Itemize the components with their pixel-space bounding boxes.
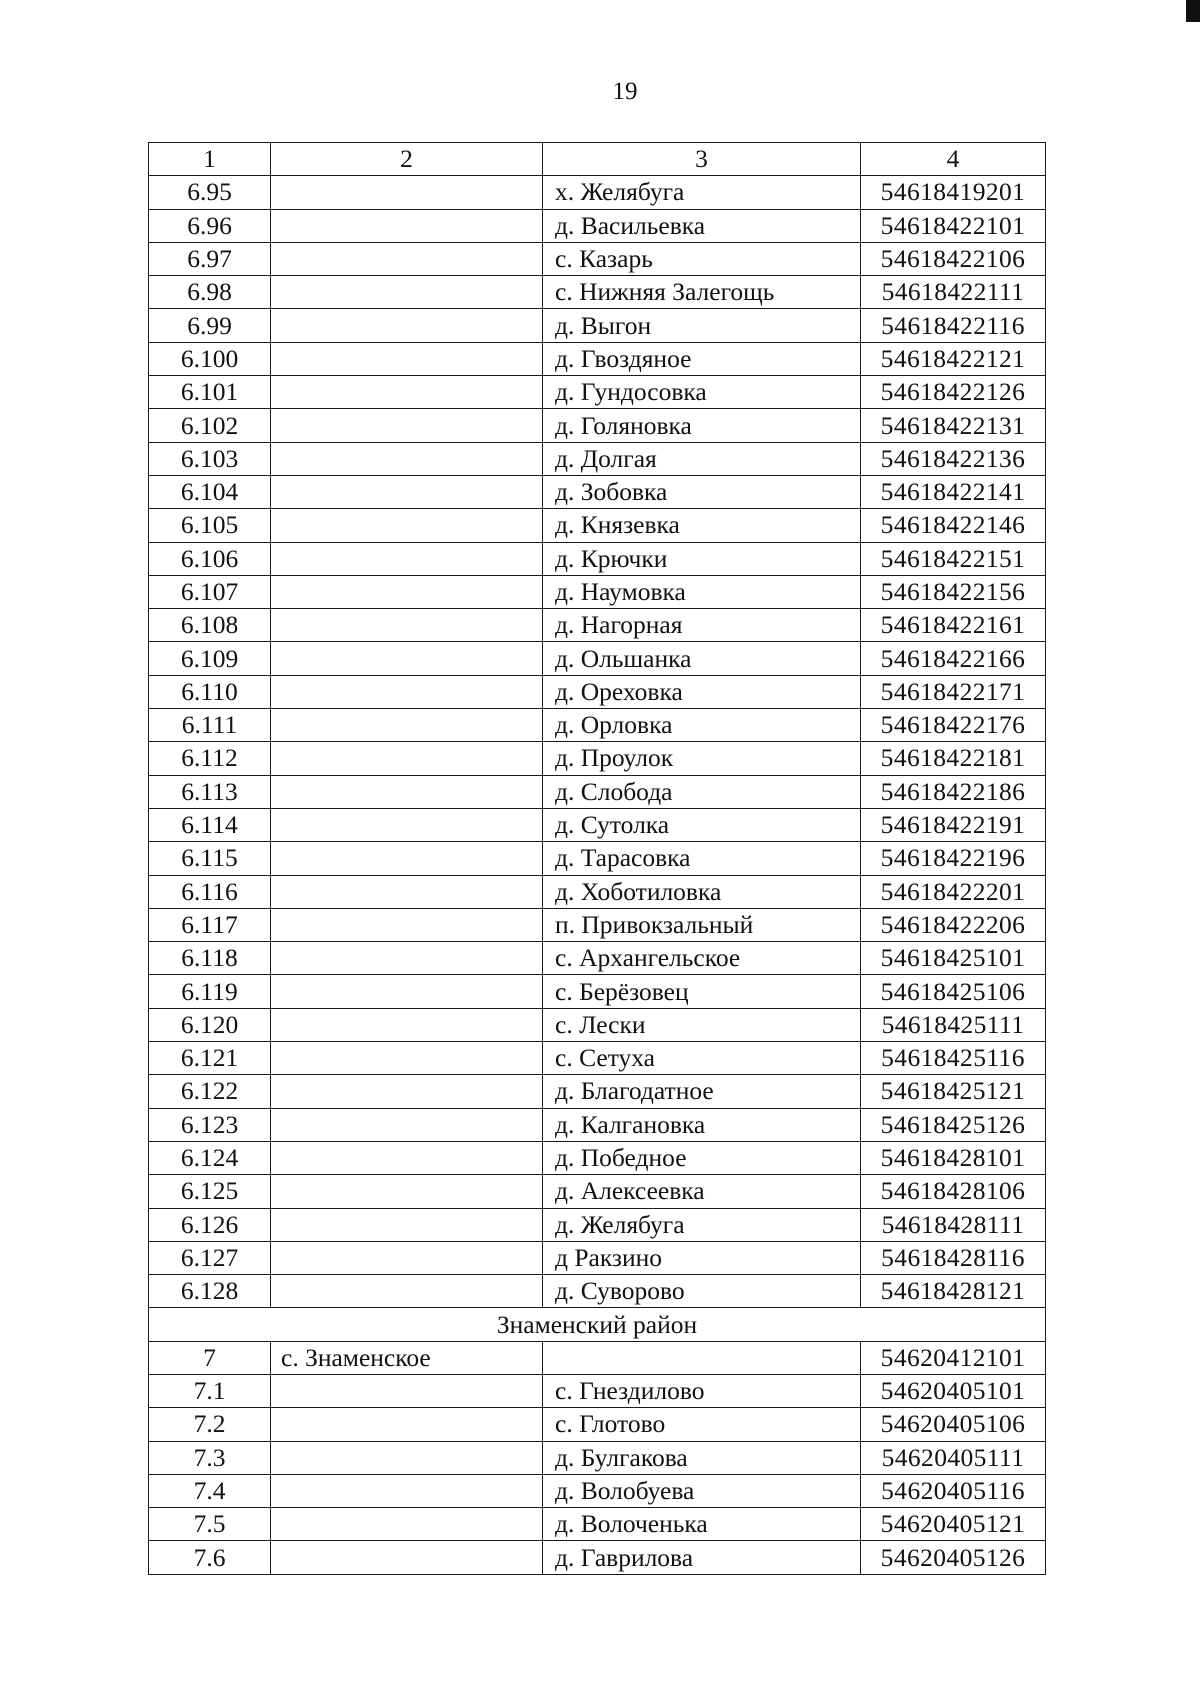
table-row xyxy=(149,1341,1046,1374)
settlement-name xyxy=(543,1341,861,1374)
district-center xyxy=(271,309,543,342)
row-number: 7.1 xyxy=(149,1374,271,1407)
district-center xyxy=(271,1275,543,1308)
oktmo-code: 54618425121 xyxy=(861,1075,1046,1108)
table-row xyxy=(149,176,1046,209)
table-row xyxy=(149,209,1046,242)
row-number: 6.107 xyxy=(149,575,271,608)
district-center xyxy=(271,1374,543,1407)
row-number: 6.123 xyxy=(149,1108,271,1141)
row-number: 7.6 xyxy=(149,1541,271,1574)
row-number: 6.111 xyxy=(149,709,271,742)
oktmo-code: 54618422116 xyxy=(861,309,1046,342)
district-center xyxy=(271,1474,543,1507)
row-number: 6.113 xyxy=(149,775,271,808)
row-number: 6.95 xyxy=(149,176,271,209)
settlement-name: с. Гнездилово xyxy=(543,1374,861,1407)
table-row xyxy=(149,1408,1046,1441)
oktmo-code: 54618425106 xyxy=(861,975,1046,1008)
table-row xyxy=(149,1241,1046,1274)
district-center xyxy=(271,276,543,309)
table-row xyxy=(149,509,1046,542)
district-center xyxy=(271,609,543,642)
row-number: 6.127 xyxy=(149,1241,271,1274)
oktmo-code: 54620405101 xyxy=(861,1374,1046,1407)
table-row xyxy=(149,575,1046,608)
district-center xyxy=(271,675,543,708)
table-row xyxy=(149,1374,1046,1407)
district-center xyxy=(271,1441,543,1474)
row-number: 6.126 xyxy=(149,1208,271,1241)
settlement-name: д. Долгая xyxy=(543,442,861,475)
row-number: 7.3 xyxy=(149,1441,271,1474)
district-center xyxy=(271,1241,543,1274)
table-row xyxy=(149,1008,1046,1041)
row-number: 6.112 xyxy=(149,742,271,775)
district-center: с. Знаменское xyxy=(271,1341,543,1374)
oktmo-code: 54618422141 xyxy=(861,475,1046,508)
row-number: 6.98 xyxy=(149,276,271,309)
settlement-name: д. Желябуга xyxy=(543,1208,861,1241)
oktmo-code: 54618422136 xyxy=(861,442,1046,475)
row-number: 6.120 xyxy=(149,1008,271,1041)
oktmo-code: 54618428116 xyxy=(861,1241,1046,1274)
row-number: 6.128 xyxy=(149,1275,271,1308)
settlement-name: д. Ольшанка xyxy=(543,642,861,675)
district-center xyxy=(271,409,543,442)
oktmo-code: 54618428111 xyxy=(861,1208,1046,1241)
district-center xyxy=(271,242,543,275)
table-row xyxy=(149,609,1046,642)
settlement-name: д. Волоченька xyxy=(543,1508,861,1541)
oktmo-code: 54618422186 xyxy=(861,775,1046,808)
oktmo-code: 54618422166 xyxy=(861,642,1046,675)
settlement-name: д. Суворово xyxy=(543,1275,861,1308)
settlement-name: д. Орловка xyxy=(543,709,861,742)
page-number: 19 xyxy=(612,78,638,105)
settlement-name: д. Булгакова xyxy=(543,1441,861,1474)
table-row xyxy=(149,908,1046,941)
settlement-name: д. Васильевка xyxy=(543,209,861,242)
settlement-name: д. Гаврилова xyxy=(543,1541,861,1574)
header-cell-3: 3 xyxy=(543,143,861,176)
table-row xyxy=(149,1108,1046,1141)
oktmo-code: 54620412101 xyxy=(861,1341,1046,1374)
row-number: 6.106 xyxy=(149,542,271,575)
settlement-name: д. Хоботиловка xyxy=(543,875,861,908)
district-center xyxy=(271,176,543,209)
scan-corner-mark xyxy=(1186,0,1200,22)
settlement-name: д. Калгановка xyxy=(543,1108,861,1141)
header-cell-1: 1 xyxy=(149,143,271,176)
district-center xyxy=(271,376,543,409)
oktmo-code: 54618425116 xyxy=(861,1042,1046,1075)
row-number: 6.96 xyxy=(149,209,271,242)
settlement-name: д. Нагорная xyxy=(543,609,861,642)
row-number: 6.108 xyxy=(149,609,271,642)
district-center xyxy=(271,1408,543,1441)
oktmo-code: 54618422201 xyxy=(861,875,1046,908)
oktmo-code: 54620405121 xyxy=(861,1508,1046,1541)
district-center xyxy=(271,1508,543,1541)
district-center xyxy=(271,1075,543,1108)
table-row xyxy=(149,842,1046,875)
district-center xyxy=(271,942,543,975)
table-row xyxy=(149,1141,1046,1174)
oktmo-code: 54618422206 xyxy=(861,908,1046,941)
table-row xyxy=(149,875,1046,908)
oktmo-code: 54618422121 xyxy=(861,342,1046,375)
row-number: 6.125 xyxy=(149,1175,271,1208)
table-row xyxy=(149,775,1046,808)
settlement-name: д. Волобуева xyxy=(543,1474,861,1507)
row-number: 6.124 xyxy=(149,1141,271,1174)
row-number: 6.109 xyxy=(149,642,271,675)
row-number: 6.116 xyxy=(149,875,271,908)
settlement-name: д. Зобовка xyxy=(543,475,861,508)
oktmo-code: 54618422111 xyxy=(861,276,1046,309)
section-title: Знаменский район xyxy=(149,1308,1046,1341)
settlement-name: д. Князевка xyxy=(543,509,861,542)
row-number: 6.103 xyxy=(149,442,271,475)
row-number: 6.101 xyxy=(149,376,271,409)
row-number: 6.97 xyxy=(149,242,271,275)
row-number: 6.110 xyxy=(149,675,271,708)
row-number: 6.99 xyxy=(149,309,271,342)
oktmo-code: 54618422126 xyxy=(861,376,1046,409)
settlement-name: д. Выгон xyxy=(543,309,861,342)
settlement-name: д. Алексеевка xyxy=(543,1175,861,1208)
table-row xyxy=(149,1441,1046,1474)
table-row xyxy=(149,475,1046,508)
settlement-name: д. Голяновка xyxy=(543,409,861,442)
district-center xyxy=(271,442,543,475)
settlement-name: с. Берёзовец xyxy=(543,975,861,1008)
table-body xyxy=(149,143,1046,1575)
row-number: 6.119 xyxy=(149,975,271,1008)
oktmo-code: 54618422146 xyxy=(861,509,1046,542)
header-cell-2: 2 xyxy=(271,143,543,176)
row-number: 6.121 xyxy=(149,1042,271,1075)
row-number: 6.118 xyxy=(149,942,271,975)
district-center xyxy=(271,342,543,375)
row-number: 6.100 xyxy=(149,342,271,375)
table-header-row xyxy=(149,143,1046,176)
table-row xyxy=(149,1208,1046,1241)
oktmo-code: 54618428106 xyxy=(861,1175,1046,1208)
table-row xyxy=(149,742,1046,775)
settlement-name: с. Сетуха xyxy=(543,1042,861,1075)
oktmo-code: 54618422106 xyxy=(861,242,1046,275)
settlement-name: д. Проулок xyxy=(543,742,861,775)
district-center xyxy=(271,709,543,742)
table-row xyxy=(149,642,1046,675)
settlement-name: д. Слобода xyxy=(543,775,861,808)
oktmo-code: 54618422196 xyxy=(861,842,1046,875)
table-row xyxy=(149,276,1046,309)
district-center xyxy=(271,808,543,841)
settlement-name: д. Благодатное xyxy=(543,1075,861,1108)
oktmo-code: 54618422171 xyxy=(861,675,1046,708)
district-center xyxy=(271,575,543,608)
row-number: 6.104 xyxy=(149,475,271,508)
settlement-name: п. Привокзальный xyxy=(543,908,861,941)
table-row xyxy=(149,1075,1046,1108)
oktmo-code: 54618425101 xyxy=(861,942,1046,975)
settlement-name: д. Ореховка xyxy=(543,675,861,708)
settlement-name: д. Тарасовка xyxy=(543,842,861,875)
row-number: 6.105 xyxy=(149,509,271,542)
row-number: 6.122 xyxy=(149,1075,271,1108)
district-center xyxy=(271,1042,543,1075)
section-row xyxy=(149,1308,1046,1341)
table-row xyxy=(149,542,1046,575)
district-center xyxy=(271,642,543,675)
table-row xyxy=(149,808,1046,841)
settlement-name: д. Гвоздяное xyxy=(543,342,861,375)
table-row xyxy=(149,942,1046,975)
row-number: 7.4 xyxy=(149,1474,271,1507)
oktmo-code: 54618422101 xyxy=(861,209,1046,242)
table-row xyxy=(149,1508,1046,1541)
table-row xyxy=(149,442,1046,475)
oktmo-code: 54618428121 xyxy=(861,1275,1046,1308)
oktmo-code: 54618422191 xyxy=(861,808,1046,841)
district-center xyxy=(271,842,543,875)
oktmo-code: 54618419201 xyxy=(861,176,1046,209)
table-row xyxy=(149,1275,1046,1308)
settlement-name: д. Крючки xyxy=(543,542,861,575)
table-row xyxy=(149,309,1046,342)
oktmo-code: 54620405106 xyxy=(861,1408,1046,1441)
oktmo-code: 54620405116 xyxy=(861,1474,1046,1507)
row-number: 7 xyxy=(149,1341,271,1374)
row-number: 6.114 xyxy=(149,808,271,841)
settlement-name: д. Сутолка xyxy=(543,808,861,841)
district-center xyxy=(271,475,543,508)
table-row xyxy=(149,675,1046,708)
settlement-name: с. Глотово xyxy=(543,1408,861,1441)
table-row xyxy=(149,242,1046,275)
oktmo-code: 54618422161 xyxy=(861,609,1046,642)
table-row xyxy=(149,709,1046,742)
settlement-name: д. Победное xyxy=(543,1141,861,1174)
table-row xyxy=(149,1042,1046,1075)
oktmo-code: 54618422131 xyxy=(861,409,1046,442)
district-center xyxy=(271,1141,543,1174)
oktmo-code: 54618425111 xyxy=(861,1008,1046,1041)
header-cell-4: 4 xyxy=(861,143,1046,176)
table-row xyxy=(149,409,1046,442)
row-number: 6.102 xyxy=(149,409,271,442)
settlement-name: с. Лески xyxy=(543,1008,861,1041)
district-center xyxy=(271,509,543,542)
oktmo-code: 54618422156 xyxy=(861,575,1046,608)
district-center xyxy=(271,542,543,575)
row-number: 6.115 xyxy=(149,842,271,875)
oktmo-code: 54618422151 xyxy=(861,542,1046,575)
settlement-name: с. Архангельское xyxy=(543,942,861,975)
oktmo-code: 54618422176 xyxy=(861,709,1046,742)
oktmo-code: 54618422181 xyxy=(861,742,1046,775)
settlement-name: д. Наумовка xyxy=(543,575,861,608)
district-center xyxy=(271,1175,543,1208)
district-center xyxy=(271,1541,543,1574)
district-center xyxy=(271,975,543,1008)
district-center xyxy=(271,775,543,808)
table-row xyxy=(149,975,1046,1008)
table-row xyxy=(149,1175,1046,1208)
row-number: 7.2 xyxy=(149,1408,271,1441)
settlement-name: д Ракзино xyxy=(543,1241,861,1274)
district-center xyxy=(271,1008,543,1041)
settlement-name: х. Желябуга xyxy=(543,176,861,209)
table-row xyxy=(149,342,1046,375)
oktmo-code: 54618425126 xyxy=(861,1108,1046,1141)
table-row xyxy=(149,1474,1046,1507)
oktmo-code: 54620405111 xyxy=(861,1441,1046,1474)
table-row xyxy=(149,1541,1046,1574)
oktmo-code: 54618428101 xyxy=(861,1141,1046,1174)
row-number: 7.5 xyxy=(149,1508,271,1541)
settlement-name: д. Гундосовка xyxy=(543,376,861,409)
district-center xyxy=(271,742,543,775)
row-number: 6.117 xyxy=(149,908,271,941)
district-center xyxy=(271,209,543,242)
district-center xyxy=(271,908,543,941)
district-center xyxy=(271,875,543,908)
table-row xyxy=(149,376,1046,409)
district-center xyxy=(271,1208,543,1241)
settlement-name: с. Казарь xyxy=(543,242,861,275)
oktmo-code: 54620405126 xyxy=(861,1541,1046,1574)
settlement-name: с. Нижняя Залегощь xyxy=(543,276,861,309)
settlements-table xyxy=(148,142,1046,1575)
district-center xyxy=(271,1108,543,1141)
